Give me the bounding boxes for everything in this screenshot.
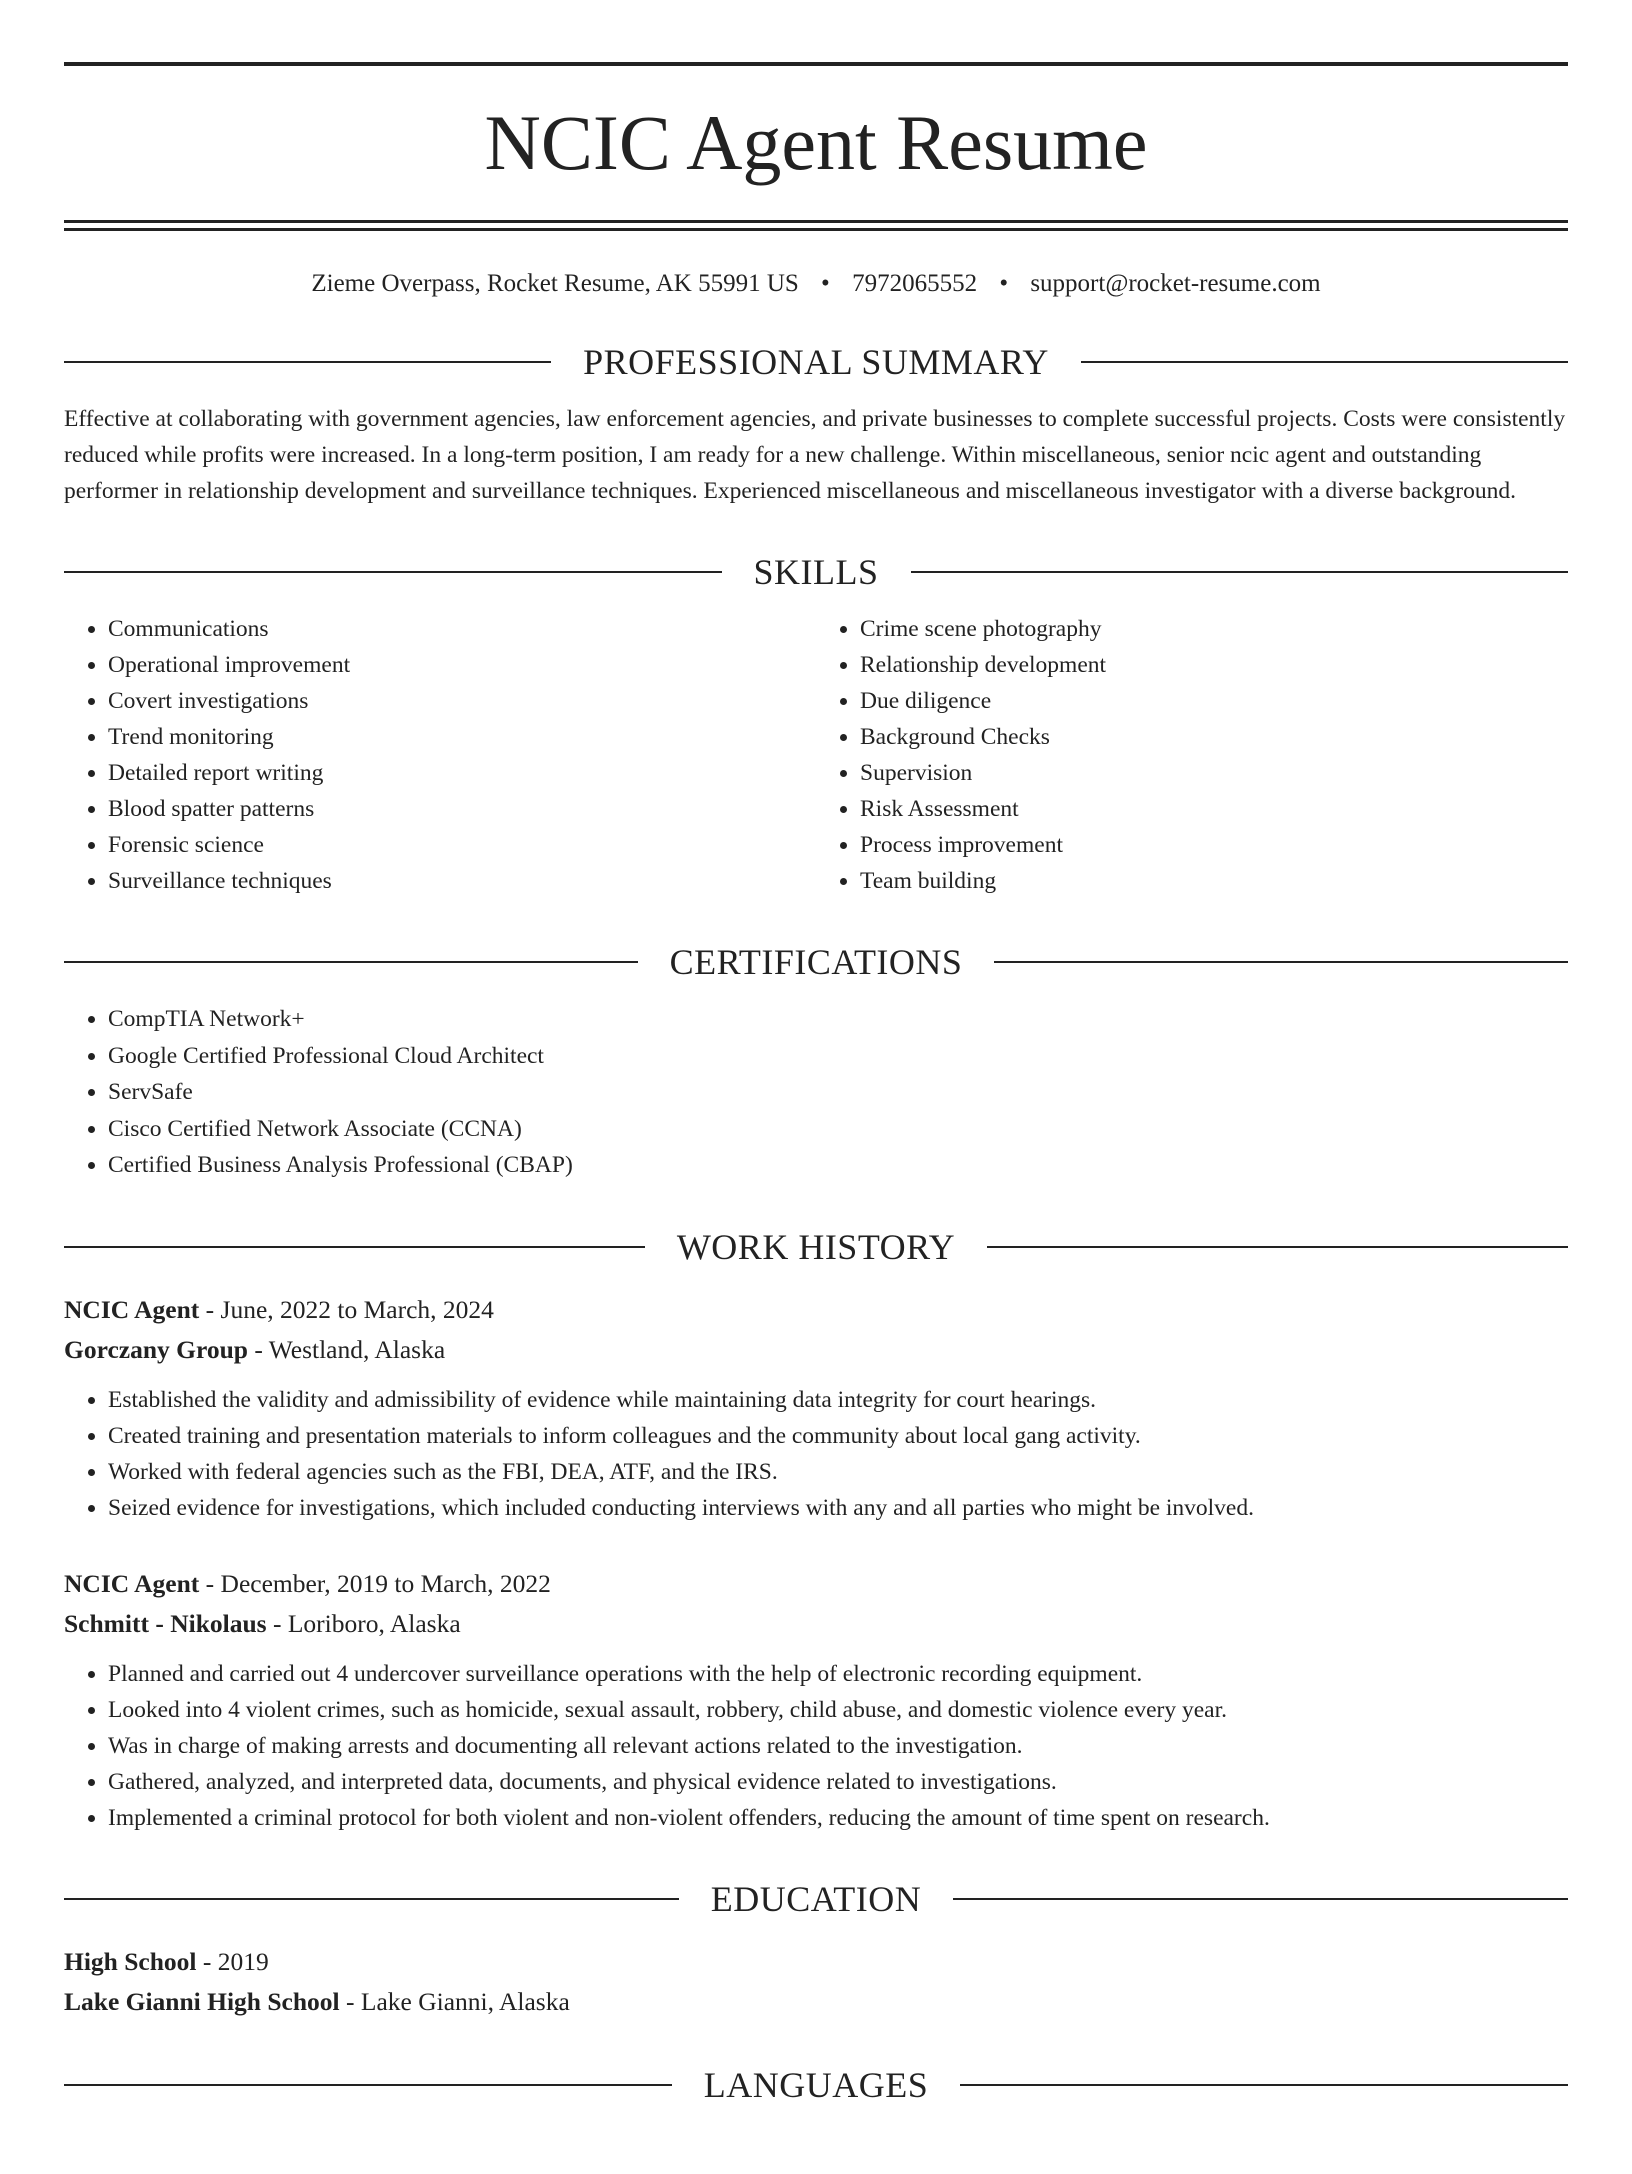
job-bullet: • Was in charge of making arrests and documenting all relevant actions related to the investigation. xyxy=(108,1728,1568,1764)
section-heading-skills xyxy=(64,551,1568,593)
job-title-line xyxy=(64,1290,1568,1330)
summary-text: Effective at collaborating with government agencies, law enforcement agencies, and private businesses to complete successful projects. Costs were consistently reduced while profits were increased. In a long-term position, I am ready for a new challenge. Within miscellaneous, senior ncic agent and outstanding performer in relationship development and surveillance techniques. Experienced miscellaneous and miscellaneous investigator with a diverse background. xyxy=(64,406,1566,504)
education-location: - Lake Gianni, Alaska xyxy=(339,1986,570,2016)
section-title: LANGUAGES xyxy=(703,2064,929,2105)
section-heading-education xyxy=(64,1878,1568,1920)
job-title: NCIC Agent xyxy=(64,1294,200,1324)
heading-rule-right xyxy=(953,1898,1568,1900)
contact-address: Zieme Overpass, Rocket Resume, AK 55991 US xyxy=(311,270,799,297)
skill-item: • Communications xyxy=(108,611,816,647)
skill-item: • Team building xyxy=(860,863,1568,899)
section-heading-languages xyxy=(64,2064,1568,2106)
job-bullet: • Looked into 4 violent crimes, such as homicide, sexual assault, robbery, child abuse, and domestic violence every year. xyxy=(108,1692,1568,1728)
heading-rule-left xyxy=(64,1246,645,1248)
job-entry xyxy=(64,1290,1568,1526)
job-location: - Loriboro, Alaska xyxy=(266,1608,461,1638)
job-bullet: • Worked with federal agencies such as the FBI, DEA, ATF, and the IRS. xyxy=(108,1454,1568,1490)
heading-rule-left xyxy=(64,2084,672,2086)
contact-email: support@rocket-resume.com xyxy=(1030,270,1321,297)
skill-item: • Detailed report writing xyxy=(108,755,816,791)
job-bullet: • Planned and carried out 4 undercover surveillance operations with the help of electronic recording equipment. xyxy=(108,1656,1568,1692)
heading-rule-left xyxy=(64,1898,679,1900)
skill-item: • Trend monitoring xyxy=(108,719,816,755)
section-title: WORK HISTORY xyxy=(676,1226,956,1267)
certifications-list xyxy=(64,1001,1568,1184)
certification-item: • CompTIA Network+ xyxy=(108,1001,1568,1038)
skill-item: • Relationship development xyxy=(860,647,1568,683)
education-year: - 2019 xyxy=(196,1946,269,1976)
page-title: NCIC Agent Resume xyxy=(484,99,1148,186)
certification-item: • Google Certified Professional Cloud Architect xyxy=(108,1038,1568,1075)
contact-separator: • xyxy=(821,270,830,297)
heading-rule-right xyxy=(911,571,1569,573)
job-company: Schmitt - Nikolaus xyxy=(64,1608,267,1638)
heading-rule-right xyxy=(960,2084,1568,2086)
heading-rule-right xyxy=(994,961,1568,963)
education-school: Lake Gianni High School xyxy=(64,1986,340,2016)
top-rule xyxy=(64,62,1568,66)
section-heading-work-history xyxy=(64,1226,1568,1268)
heading-rule-left xyxy=(64,361,551,363)
certification-item: • ServSafe xyxy=(108,1074,1568,1111)
certification-item: • Cisco Certified Network Associate (CCNA) xyxy=(108,1111,1568,1148)
education-entry xyxy=(64,1942,1568,2022)
skill-item: • Process improvement xyxy=(860,827,1568,863)
certification-item: • Certified Business Analysis Professional (CBAP) xyxy=(108,1147,1568,1184)
skill-item: • Surveillance techniques xyxy=(108,863,816,899)
job-bullet: • Gathered, analyzed, and interpreted data, documents, and physical evidence related to investigations. xyxy=(108,1764,1568,1800)
job-bullets xyxy=(64,1382,1568,1526)
skill-item: • Covert investigations xyxy=(108,683,816,719)
skill-item: • Blood spatter patterns xyxy=(108,791,816,827)
resume-page xyxy=(0,62,1632,2174)
skill-item: • Due diligence xyxy=(860,683,1568,719)
job-company: Gorczany Group xyxy=(64,1334,248,1364)
heading-rule-right xyxy=(1081,361,1568,363)
skill-item: • Operational improvement xyxy=(108,647,816,683)
job-entry xyxy=(64,1564,1568,1836)
section-heading-summary xyxy=(64,341,1568,383)
section-title: EDUCATION xyxy=(710,1878,922,1919)
job-company-line xyxy=(64,1604,1568,1644)
heading-rule-right xyxy=(987,1246,1568,1248)
skill-item: • Crime scene photography xyxy=(860,611,1568,647)
contact-separator: • xyxy=(999,270,1009,297)
education-degree: High School xyxy=(64,1946,197,1976)
job-location: - Westland, Alaska xyxy=(247,1334,446,1364)
job-bullets xyxy=(64,1656,1568,1836)
job-bullet: • Seized evidence for investigations, which included conducting interviews with any and all parties who might be involved. xyxy=(108,1490,1568,1526)
title-double-rule xyxy=(64,220,1568,231)
job-bullet: • Established the validity and admissibility of evidence while maintaining data integrity for court hearings. xyxy=(108,1382,1568,1418)
skills-list xyxy=(64,611,1568,899)
job-bullet: • Created training and presentation materials to inform colleagues and the community about local gang activity. xyxy=(108,1418,1568,1454)
section-title: PROFESSIONAL SUMMARY xyxy=(583,342,1049,382)
skills-column-right xyxy=(816,611,1568,899)
job-dates: - June, 2022 to March, 2024 xyxy=(199,1294,494,1324)
section-title: CERTIFICATIONS xyxy=(669,942,963,982)
skill-item: • Forensic science xyxy=(108,827,816,863)
education-school-line xyxy=(64,1982,1568,2022)
skill-item: • Supervision xyxy=(860,755,1568,791)
heading-rule-left xyxy=(64,571,722,573)
contact-phone: 7972065552 xyxy=(852,270,978,297)
contact-line xyxy=(64,269,1568,299)
job-company-line xyxy=(64,1330,1568,1370)
section-heading-certifications xyxy=(64,941,1568,983)
job-title: NCIC Agent xyxy=(64,1568,200,1598)
job-dates: - December, 2019 to March, 2022 xyxy=(199,1568,551,1598)
section-title: SKILLS xyxy=(753,552,879,592)
skill-item: • Background Checks xyxy=(860,719,1568,755)
skills-column-left xyxy=(64,611,816,899)
job-title-line xyxy=(64,1564,1568,1604)
heading-rule-left xyxy=(64,961,638,963)
education-degree-line xyxy=(64,1942,1568,1982)
job-bullet: • Implemented a criminal protocol for both violent and non-violent offenders, reducing the amount of time spent on research. xyxy=(108,1800,1568,1836)
skill-item: • Risk Assessment xyxy=(860,791,1568,827)
